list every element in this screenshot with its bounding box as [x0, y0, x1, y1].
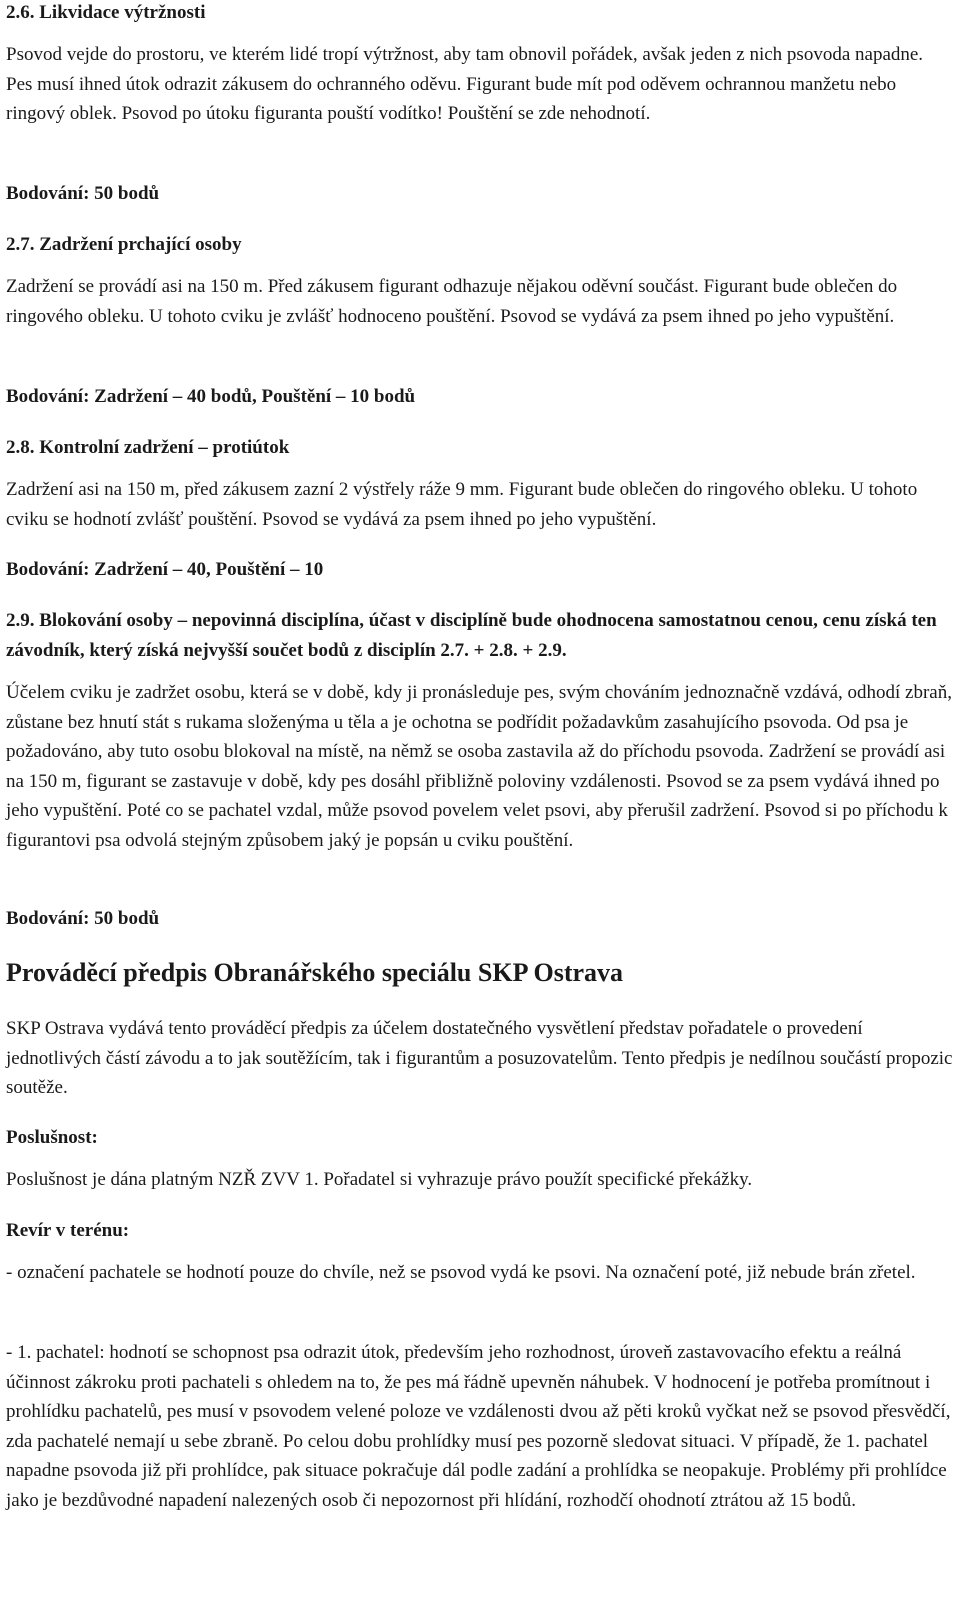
section-2-6-score: Bodování: 50 bodů [6, 183, 160, 204]
document-title: Prováděcí předpis Obranářského speciálu SKP Ostrava [6, 958, 624, 987]
intro-paragraph: SKP Ostrava vydává tento prováděcí předpis za účelem dostatečného vysvětlení představ pořadatele o provedení jednotlivých částí závodu a to jak soutěžícím, tak i figurantům a posuzovatelům. Tento předpis je nedílnou součástí propozic soutěže. [6, 1018, 953, 1098]
section-2-8-heading: 2.8. Kontrolní zadržení – protiútok [6, 437, 290, 458]
section-2-9-body: Účelem cviku je zadržet osobu, která se v době, kdy ji pronásleduje pes, svým chováním jednoznačně vzdává, odhodí zbraň, zůstane bez hnutí stát s rukama složenýma u těla a je ochotna se podřídit požadavkům zasahujícího psovoda. Od psa je požadováno, aby tuto osobu blokoval na místě, na němž se osoba zastavila až do příchodu psovoda. Zadržení se provádí asi na 150 m, figurant se zastavuje v době, kdy pes dosáhl přibližně poloviny vzdálenosti. Psovod se za psem vydává ihned po jeho vypuštění. Poté co se pachatel vzdal, může psovod povelem velet psovi, aby přerušil zadržení. Psovod si po příchodu k figurantovi psa odvolá stejným způsobem jaký je popsán u cviku pouštění. [6, 682, 952, 851]
field-search-item-first-offender: - 1. pachatel: hodnotí se schopnost psa odrazit útok, především jeho rozhodnost, úroveň zastavovacího efektu a reálná účinnost zákroku proti pachateli s ohledem na to, že pes má řádně upevněn náhubek. V hodnocení je potřeba promítnout i prohlídku pachatelů, pes musí v psovodem velené poloze ve vzdálenosti dvou až pěti kroků vyčkat než se psovod přesvědčí, zda pachatelé nemají u sebe zbraně. Po celou dobu prohlídky musí pes pozorně sledovat situaci. V případě, že 1. pachatel napadne psovoda již při prohlídce, pak situace pokračuje dál podle zadání a prohlídka se neopakuje. Problémy při prohlídce jako je bezdůvodné napadení nalezených osob či nepozornost při hlídání, rozhodčí ohodnotí ztrátou až 15 bodů. [6, 1342, 951, 1511]
section-2-8-score: Bodování: Zadržení – 40, Pouštění – 10 [6, 559, 324, 580]
section-2-6-heading: 2.6. Likvidace výtržnosti [6, 2, 206, 23]
section-2-9-score: Bodování: 50 bodů [6, 908, 160, 929]
section-2-7-body: Zadržení se provádí asi na 150 m. Před zákusem figurant odhazuje nějakou oděvní součást. Figurant bude oblečen do ringového obleku. U tohoto cviku je zvlášť hodnoceno pouštění. Psovod se vydává za psem ihned po jeho vypuštění. [6, 276, 898, 327]
field-search-heading: Revír v terénu: [6, 1220, 130, 1241]
section-2-8-body: Zadržení asi na 150 m, před zákusem zazní 2 výstřely ráže 9 mm. Figurant bude oblečen do ringového obleku. U tohoto cviku se hodnotí zvlášť pouštění. Psovod se vydává za psem ihned po jeho vypuštění. [6, 479, 918, 530]
section-2-7-heading: 2.7. Zadržení prchající osoby [6, 234, 242, 255]
section-2-7-score: Bodování: Zadržení – 40 bodů, Pouštění – 10 bodů [6, 386, 416, 407]
field-search-item-marking: - označení pachatele se hodnotí pouze do chvíle, než se psovod vydá ke psovi. Na označení poté, již nebude brán zřetel. [6, 1262, 916, 1283]
obedience-heading: Poslušnost: [6, 1127, 98, 1148]
section-2-6-body: Psovod vejde do prostoru, ve kterém lidé tropí výtržnost, aby tam obnovil pořádek, avšak jeden z nich psovoda napadne. Pes musí ihned útok odrazit zákusem do ochranného oděvu. Figurant bude mít pod oděvem ochrannou manžetu nebo ringový oblek. Psovod po útoku figuranta pouští vodítko! Pouštění se zde nehodnotí. [6, 44, 924, 124]
obedience-body: Poslušnost je dána platným NZŘ ZVV 1. Pořadatel si vyhrazuje právo použít specifické překážky. [6, 1169, 753, 1190]
section-2-9-heading: 2.9. Blokování osoby – nepovinná disciplína, účast v disciplíně bude ohodnocena samostatnou cenou, cenu získá ten závodník, který získá nejvyšší součet bodů z disciplín 2.7. + 2.8. + 2.9. [6, 610, 937, 661]
